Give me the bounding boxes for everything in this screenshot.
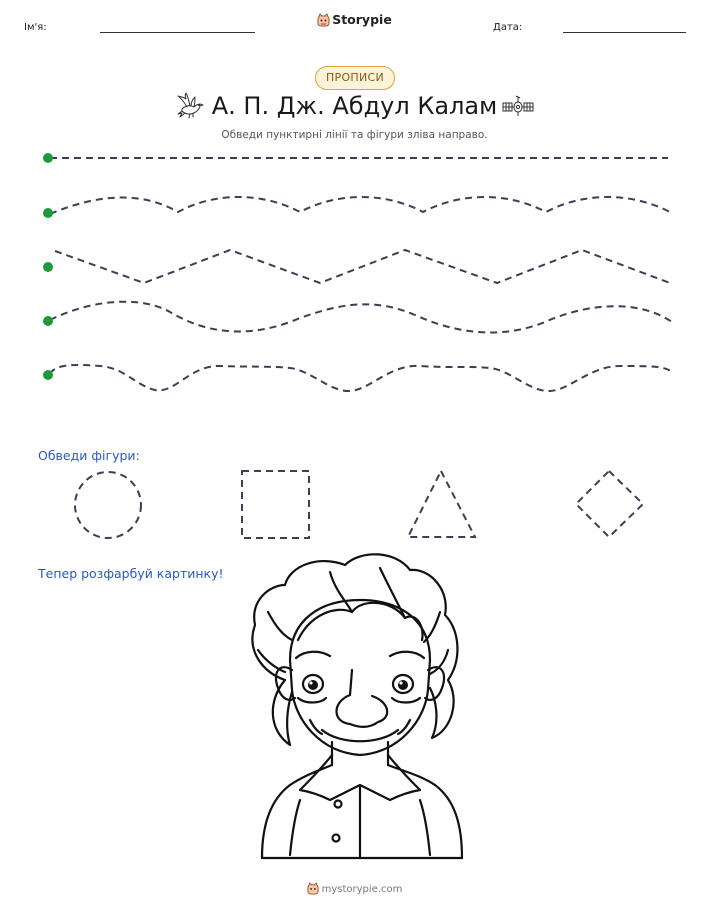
footer [0, 882, 709, 895]
worksheet-type-badge: ПРОПИСИ [315, 66, 395, 90]
tracing-instruction: Обведи пунктирні лінії та фігури зліва направо. [221, 129, 488, 141]
date-label: Дата: [493, 22, 523, 33]
worksheet-title: А. П. Дж. Абдул Калам [211, 92, 498, 120]
trace-line-arc-wave[interactable] [50, 197, 670, 214]
trace-line-zigzag[interactable] [55, 250, 670, 283]
tracing-lines-area [0, 0, 709, 420]
start-point-icon [43, 208, 53, 218]
start-point-icon [43, 316, 53, 326]
trace-line-smooth-wave[interactable] [50, 302, 672, 333]
shapes-section-label: Обведи фігури: [38, 448, 140, 463]
coloring-section-label: Тепер розфарбуй картинку! [38, 566, 224, 581]
start-point-icon [43, 370, 53, 380]
footer-site[interactable]: mystorypie.com [321, 884, 403, 895]
trace-line-scallop-wave[interactable] [50, 365, 672, 391]
storypie-logo-icon [307, 882, 319, 895]
brand-name: Storypie [332, 12, 392, 27]
trace-shape-triangle[interactable] [408, 471, 475, 537]
name-label: Ім'я: [24, 22, 47, 33]
trace-shape-diamond[interactable] [576, 471, 643, 537]
trace-shape-circle[interactable] [75, 472, 141, 538]
start-point-icon [43, 153, 53, 163]
trace-shape-square[interactable] [242, 471, 309, 538]
start-point-icon [43, 262, 53, 272]
